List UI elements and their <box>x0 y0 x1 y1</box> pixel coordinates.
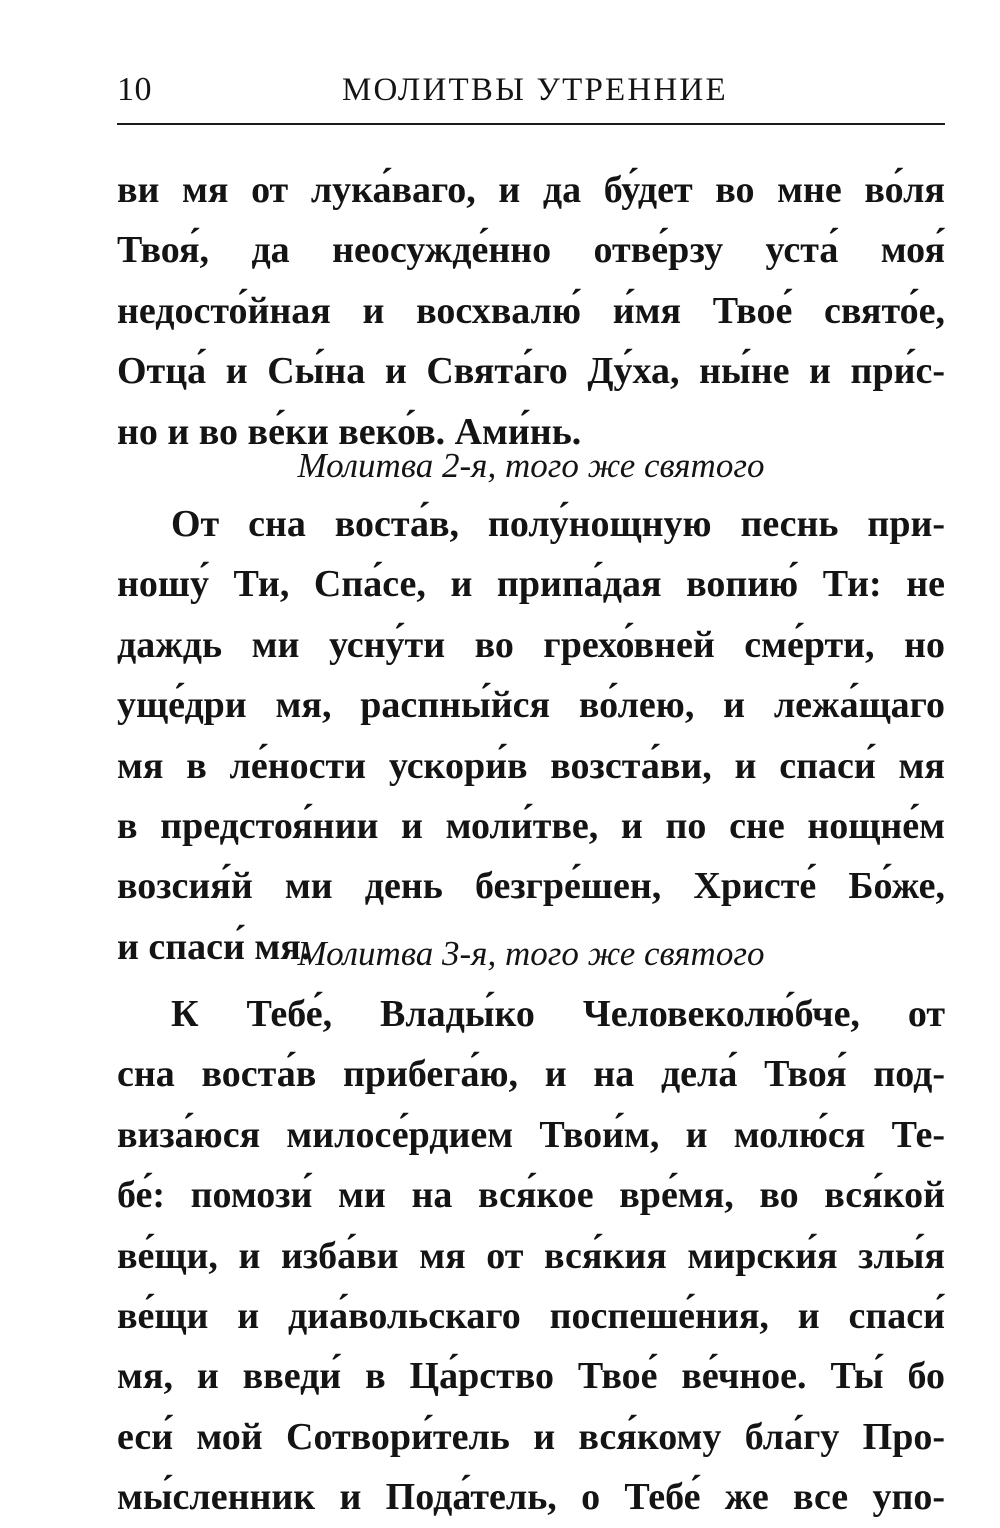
text-line: мы́сленник и Пода́тель, о Тебе́ же все упо- <box>117 1476 945 1519</box>
prayer-3-body <box>117 984 945 1528</box>
text-line: и спаси́ мя. <box>117 925 311 968</box>
text-line: уще́дри мя, распны́йся во́лею, и лежа́щаго <box>117 684 945 727</box>
text-line: ве́щи и диа́вольскаго поспеше́ния, и спаси́ <box>117 1294 945 1337</box>
text-line: ви мя от лука́ваго, и да бу́дет во мне во́ля <box>117 169 945 211</box>
text-line: мя в ле́ности ускори́в возста́ви, и спаси́ мя <box>117 744 945 787</box>
text-line: Твоя́, да неосужде́нно отве́рзу уста́ моя́ <box>117 229 945 272</box>
running-head <box>117 62 945 118</box>
text-line: даждь ми усну́ти во грехо́вней сме́рти, но <box>117 623 945 666</box>
text-line: недосто́йная и восхвалю́ и́мя Твое́ свято́е, <box>117 289 945 332</box>
text-line: бе́: помози́ ми на вся́кое вре́мя, во вся́кой <box>117 1174 945 1217</box>
page-number: 10 <box>117 71 152 108</box>
text-line: К Тебе́, Влады́ко Человеколю́бче, от <box>171 993 945 1035</box>
prayer-3-title: Молитва 3-я, того же святого <box>297 934 765 973</box>
text-line: От сна воста́в, полу́нощную песнь при- <box>171 503 945 545</box>
text-line: но и во ве́ки веко́в. Ами́нь. <box>117 410 582 453</box>
text-line: ношу́ Ти, Спа́се, и припа́дая вопию́ Ти: не <box>117 563 945 606</box>
header-divider <box>117 123 945 125</box>
text-line: виза́юся милосе́рдием Твои́м, и молю́ся Те- <box>117 1113 945 1156</box>
text-line: сна воста́в прибега́ю, и на дела́ Твоя́ под- <box>117 1053 945 1096</box>
prayer-1-ending <box>117 160 945 462</box>
prayer-2-title: Молитва 2-я, того же святого <box>297 446 765 485</box>
text-line: Отца́ и Сы́на и Свята́го Ду́ха, ны́не и при́с- <box>117 350 945 393</box>
prayer-2-body <box>117 494 945 977</box>
text-line: в предстоя́нии и моли́тве, и по сне нощне́м <box>117 804 945 847</box>
text-line: ве́щи, и изба́ви мя от вся́кия мирски́я злы́я <box>117 1234 945 1277</box>
text-line: мя, и введи́ в Ца́рство Твое́ ве́чное. Ты́ бо <box>117 1355 945 1398</box>
running-head-title: МОЛИТВЫ УТРЕННИЕ <box>342 72 728 108</box>
text-line: возсия́й ми день безгре́шен, Христе́ Бо́же, <box>117 865 945 908</box>
text-line: еси́ мой Сотвори́тель и вся́кому бла́гу Про- <box>117 1415 945 1458</box>
